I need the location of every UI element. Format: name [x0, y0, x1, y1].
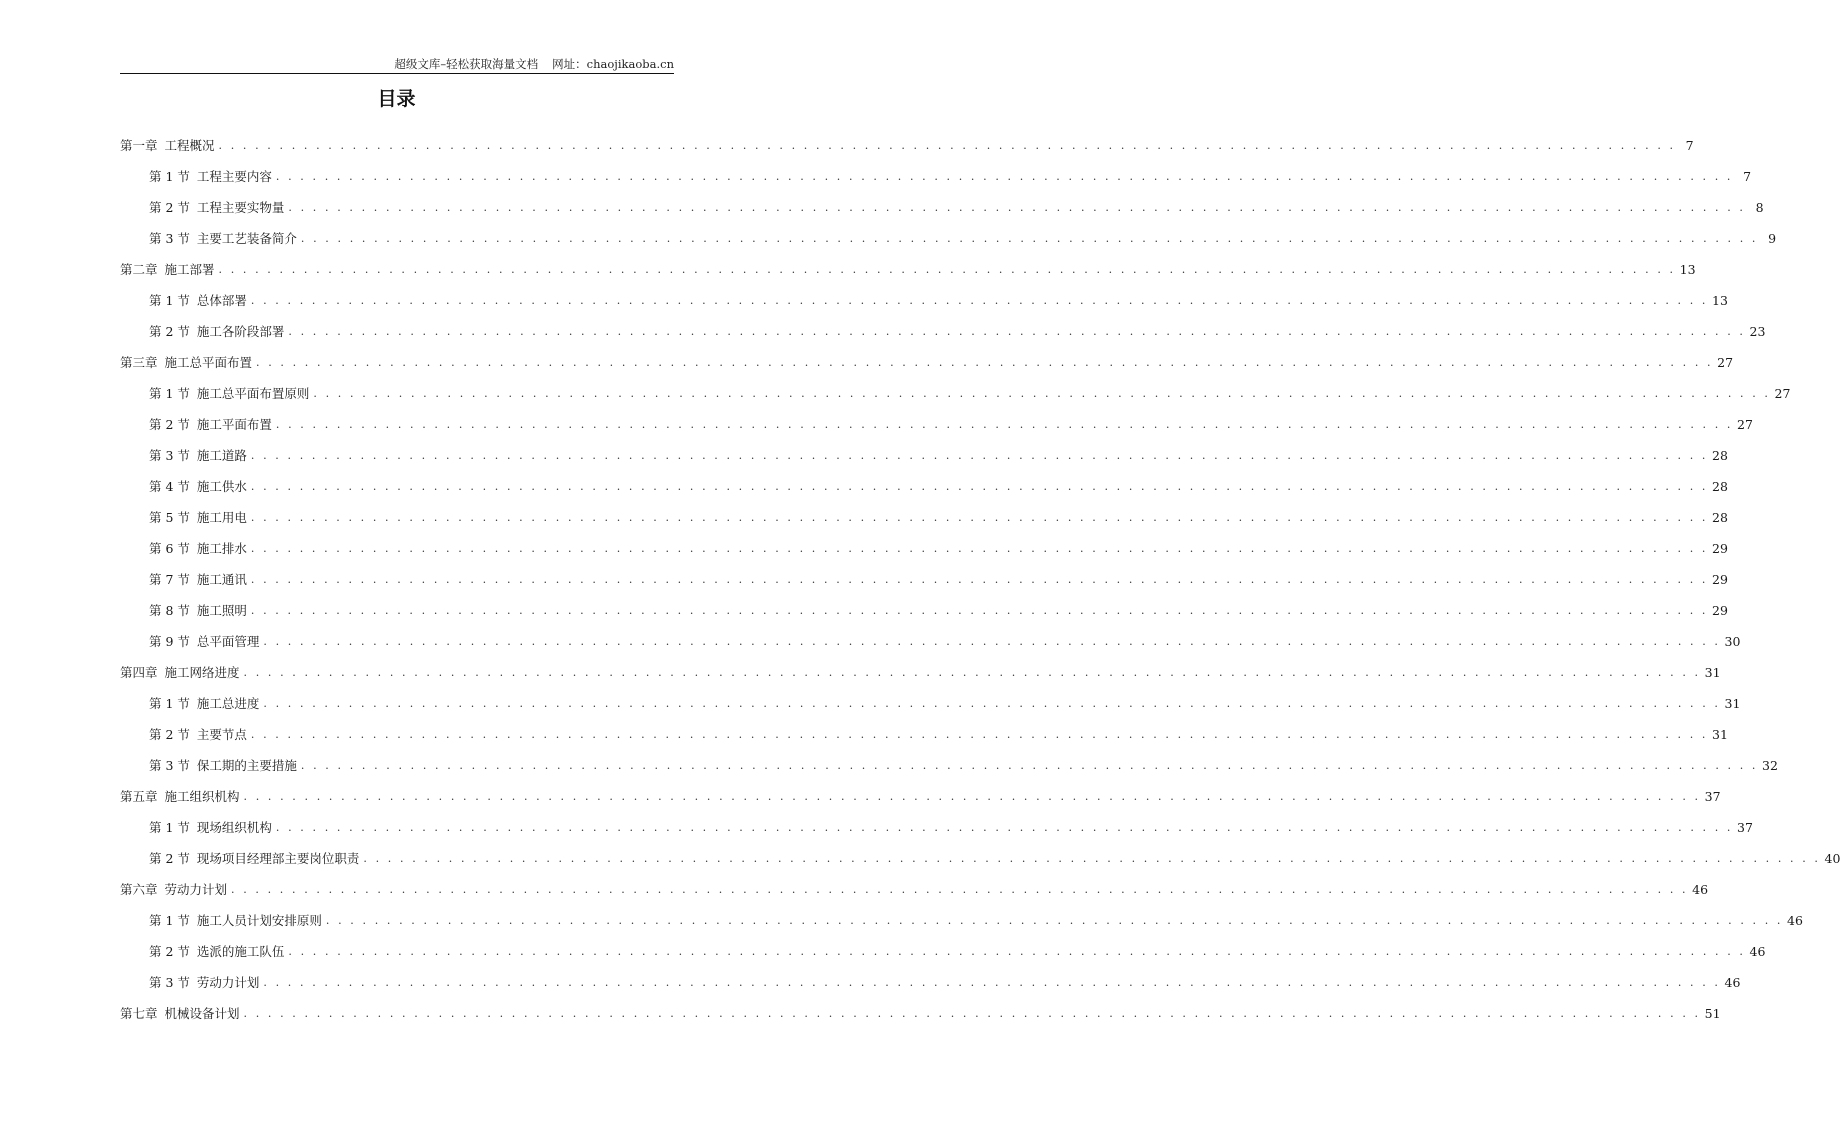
toc-entry-number: 第 2 节	[149, 324, 190, 339]
toc-page-number: 30	[1724, 634, 1741, 649]
toc-entry-heading	[149, 541, 247, 557]
toc-page-number: 27	[1737, 417, 1753, 432]
table-of-contents	[120, 123, 1840, 1022]
toc-entry-heading	[149, 944, 284, 960]
header-site-url: 网址：chaojikaoba.cn	[552, 57, 674, 71]
toc-section-entry[interactable]	[120, 278, 1728, 309]
toc-entry-number: 第 8 节	[149, 603, 190, 618]
toc-entry-number: 第 2 节	[149, 200, 190, 215]
toc-section-entry[interactable]	[120, 464, 1728, 495]
toc-chapter-entry[interactable]	[120, 991, 1721, 1022]
toc-entry-number: 第 2 节	[149, 851, 190, 866]
toc-entry-title: 主要工艺装备简介	[196, 231, 297, 246]
toc-entry-heading	[149, 603, 247, 619]
toc-dot-leader: . . . . . . . . . . . . . . . . . . . . . . . . . . . . . . . . . . . . . . . . . . . . . . . . . . . . . . . . . . . . . . . . . . . . . . . . . . . . . . . . . . . . . . . . . . . . . . . . . . . . . . . . . . . . . . . . . . . . . . . .	[250, 480, 1709, 493]
toc-page-number: 31	[1724, 696, 1741, 711]
toc-entry-number: 第 3 节	[149, 448, 190, 463]
toc-page-number: 37	[1704, 789, 1721, 804]
toc-entry-title: 施工组织机构	[164, 789, 240, 804]
page-header	[120, 56, 674, 74]
toc-entry-heading	[149, 820, 272, 836]
toc-entry-number: 第 1 节	[149, 696, 190, 711]
toc-entry-heading	[120, 882, 227, 898]
toc-entry-title: 施工总平面布置	[164, 355, 253, 370]
toc-entry-number: 第 9 节	[149, 634, 190, 649]
toc-entry-title: 工程主要实物量	[196, 200, 285, 215]
toc-entry-title: 施工人员计划安排原则	[196, 913, 322, 928]
toc-entry-number: 第 6 节	[149, 541, 190, 556]
toc-entry-number: 第 2 节	[149, 727, 190, 742]
toc-dot-leader: . . . . . . . . . . . . . . . . . . . . . . . . . . . . . . . . . . . . . . . . . . . . . . . . . . . . . . . . . . . . . . . . . . . . . . . . . . . . . . . . . . . . . . . . . . . . . . . . . . . . . . . . . . . . . . . . . . . . . . . .	[263, 697, 1721, 710]
toc-entry-heading	[149, 727, 247, 743]
toc-page-number: 46	[1692, 882, 1709, 897]
toc-entry-number: 第 1 节	[149, 820, 190, 835]
toc-entry-title: 施工平面布置	[196, 417, 272, 432]
toc-dot-leader: . . . . . . . . . . . . . . . . . . . . . . . . . . . . . . . . . . . . . . . . . . . . . . . . . . . . . . . . . . . . . . . . . . . . . . . . . . . . . . . . . . . . . . . . . . . . . . . . . . . . . . . . . . . . . . . . . . . . . . . .	[250, 542, 1709, 555]
toc-page-number: 28	[1712, 479, 1728, 494]
toc-chapter-entry[interactable]	[120, 867, 1709, 898]
toc-entry-title: 施工总平面布置原则	[196, 386, 310, 401]
toc-entry-title: 施工总进度	[196, 696, 260, 711]
toc-page-number: 27	[1717, 355, 1734, 370]
toc-entry-number: 第五章	[120, 789, 158, 804]
toc-entry-title: 施工用电	[196, 510, 247, 525]
toc-entry-title: 总体部署	[196, 293, 247, 308]
toc-entry-heading	[149, 417, 272, 433]
toc-dot-leader: . . . . . . . . . . . . . . . . . . . . . . . . . . . . . . . . . . . . . . . . . . . . . . . . . . . . . . . . . . . . . . . . . . . . . . . . . . . . . . . . . . . . . . . . . . . . . . . . . . . . . . . . . . . . . . . . . . . . . . . .	[300, 232, 1759, 245]
toc-dot-leader: . . . . . . . . . . . . . . . . . . . . . . . . . . . . . . . . . . . . . . . . . . . . . . . . . . . . . . . . . . . . . . . . . . . . . . . . . . . . . . . . . . . . . . . . . . . . . . . . . . . . . . . . . . . . . . . . . . . . . . . .	[275, 170, 1734, 183]
toc-entry-number: 第 4 节	[149, 479, 190, 494]
toc-dot-leader: . . . . . . . . . . . . . . . . . . . . . . . . . . . . . . . . . . . . . . . . . . . . . . . . . . . . . . . . . . . . . . . . . . . . . . . . . . . . . . . . . . . . . . . . . . . . . . . . . . . . . . . . . . . . . . . . . . . . . . . .	[250, 573, 1709, 586]
toc-entry-number: 第 3 节	[149, 231, 190, 246]
toc-page-number: 31	[1704, 665, 1721, 680]
toc-entry-title: 现场组织机构	[196, 820, 272, 835]
toc-entry-title: 总平面管理	[196, 634, 260, 649]
toc-entry-heading	[120, 789, 240, 805]
toc-dot-leader: . . . . . . . . . . . . . . . . . . . . . . . . . . . . . . . . . . . . . . . . . . . . . . . . . . . . . . . . . . . . . . . . . . . . . . . . . . . . . . . . . . . . . . . . . . . . . . . . . . . . . . . . . . . . . . . . . . . . . . . .	[275, 418, 1734, 431]
toc-chapter-entry[interactable]	[120, 247, 1696, 278]
toc-page-number: 27	[1774, 386, 1791, 401]
toc-page-number: 31	[1712, 727, 1728, 742]
toc-dot-leader: . . . . . . . . . . . . . . . . . . . . . . . . . . . . . . . . . . . . . . . . . . . . . . . . . . . . . . . . . . . . . . . . . . . . . . . . . . . . . . . . . . . . . . . . . . . . . . . . . . . . . . . . . . . . . . . . . . . . . . . .	[263, 635, 1721, 648]
toc-section-entry[interactable]	[120, 805, 1753, 836]
toc-entry-title: 主要节点	[196, 727, 247, 742]
toc-section-entry[interactable]	[120, 929, 1766, 960]
toc-entry-heading	[149, 324, 284, 340]
header-site-slogan: 超级文库–轻松获取海量文档	[394, 57, 539, 71]
header-divider	[120, 73, 674, 74]
toc-entry-heading	[149, 913, 322, 929]
toc-entry-title: 施工网络进度	[164, 665, 240, 680]
toc-entry-heading	[149, 293, 247, 309]
toc-entry-title: 施工排水	[196, 541, 247, 556]
toc-entry-number: 第 3 节	[149, 975, 190, 990]
toc-page-number: 23	[1749, 324, 1766, 339]
toc-dot-leader: . . . . . . . . . . . . . . . . . . . . . . . . . . . . . . . . . . . . . . . . . . . . . . . . . . . . . . . . . . . . . . . . . . . . . . . . . . . . . . . . . . . . . . . . . . . . . . . . . . . . . . . . . . . . . . . . . . . . . . . .	[218, 139, 1676, 152]
toc-page-number: 28	[1712, 448, 1728, 463]
toc-dot-leader: . . . . . . . . . . . . . . . . . . . . . . . . . . . . . . . . . . . . . . . . . . . . . . . . . . . . . . . . . . . . . . . . . . . . . . . . . . . . . . . . . . . . . . . . . . . . . . . . . . . . . . . . . . . . . . . . . . . . . . . .	[256, 356, 1714, 369]
toc-chapter-entry[interactable]	[120, 774, 1721, 805]
toc-section-entry[interactable]	[120, 681, 1741, 712]
toc-entry-number: 第四章	[120, 665, 158, 680]
toc-page-number: 8	[1755, 200, 1764, 215]
toc-entry-number: 第 3 节	[149, 758, 190, 773]
toc-page-number: 46	[1749, 944, 1766, 959]
toc-chapter-entry[interactable]	[120, 340, 1734, 371]
toc-dot-leader: . . . . . . . . . . . . . . . . . . . . . . . . . . . . . . . . . . . . . . . . . . . . . . . . . . . . . . . . . . . . . . . . . . . . . . . . . . . . . . . . . . . . . . . . . . . . . . . . . . . . . . . . . . . . . . . . . . . . . . . .	[288, 201, 1746, 214]
toc-entry-title: 施工部署	[164, 262, 215, 277]
toc-section-entry[interactable]	[120, 557, 1728, 588]
toc-entry-heading	[120, 262, 215, 278]
toc-entry-heading	[149, 448, 247, 464]
toc-dot-leader: . . . . . . . . . . . . . . . . . . . . . . . . . . . . . . . . . . . . . . . . . . . . . . . . . . . . . . . . . . . . . . . . . . . . . . . . . . . . . . . . . . . . . . . . . . . . . . . . . . . . . . . . . . . . . . . . . . . . . . . .	[218, 263, 1676, 276]
toc-entry-heading	[149, 572, 247, 588]
toc-page-number: 29	[1712, 603, 1728, 618]
toc-entry-title: 保工期的主要措施	[196, 758, 297, 773]
toc-page-number: 9	[1768, 231, 1777, 246]
toc-entry-title: 施工通讯	[196, 572, 247, 587]
toc-entry-number: 第 7 节	[149, 572, 190, 587]
toc-dot-leader: . . . . . . . . . . . . . . . . . . . . . . . . . . . . . . . . . . . . . . . . . . . . . . . . . . . . . . . . . . . . . . . . . . . . . . . . . . . . . . . . . . . . . . . . . . . . . . . . . . . . . . . . . . . . . . . . . . . . . . . .	[363, 852, 1821, 865]
toc-dot-leader: . . . . . . . . . . . . . . . . . . . . . . . . . . . . . . . . . . . . . . . . . . . . . . . . . . . . . . . . . . . . . . . . . . . . . . . . . . . . . . . . . . . . . . . . . . . . . . . . . . . . . . . . . . . . . . . . . . . . . . . .	[325, 914, 1784, 927]
toc-section-entry[interactable]	[120, 836, 1840, 867]
toc-section-entry[interactable]	[120, 185, 1764, 216]
toc-entry-number: 第 2 节	[149, 944, 190, 959]
toc-section-entry[interactable]	[120, 216, 1777, 247]
toc-entry-number: 第 1 节	[149, 386, 190, 401]
toc-dot-leader: . . . . . . . . . . . . . . . . . . . . . . . . . . . . . . . . . . . . . . . . . . . . . . . . . . . . . . . . . . . . . . . . . . . . . . . . . . . . . . . . . . . . . . . . . . . . . . . . . . . . . . . . . . . . . . . . . . . . . . . .	[250, 728, 1709, 741]
toc-page-number: 7	[1743, 169, 1752, 184]
toc-section-entry[interactable]	[120, 433, 1728, 464]
toc-entry-heading	[149, 231, 297, 247]
toc-dot-leader: . . . . . . . . . . . . . . . . . . . . . . . . . . . . . . . . . . . . . . . . . . . . . . . . . . . . . . . . . . . . . . . . . . . . . . . . . . . . . . . . . . . . . . . . . . . . . . . . . . . . . . . . . . . . . . . . . . . . . . . .	[250, 604, 1709, 617]
toc-dot-leader: . . . . . . . . . . . . . . . . . . . . . . . . . . . . . . . . . . . . . . . . . . . . . . . . . . . . . . . . . . . . . . . . . . . . . . . . . . . . . . . . . . . . . . . . . . . . . . . . . . . . . . . . . . . . . . . . . . . . . . . .	[243, 790, 1701, 803]
toc-section-entry[interactable]	[120, 526, 1728, 557]
toc-page-number: 46	[1787, 913, 1803, 928]
toc-page-number: 13	[1679, 262, 1696, 277]
toc-entry-number: 第三章	[120, 355, 158, 370]
toc-section-entry[interactable]	[120, 154, 1752, 185]
page-title: 目录	[377, 88, 416, 110]
toc-entry-heading	[149, 758, 297, 774]
toc-entry-title: 现场项目经理部主要岗位职责	[196, 851, 360, 866]
toc-page-number: 37	[1737, 820, 1753, 835]
toc-entry-title: 工程概况	[164, 138, 215, 153]
toc-dot-leader: . . . . . . . . . . . . . . . . . . . . . . . . . . . . . . . . . . . . . . . . . . . . . . . . . . . . . . . . . . . . . . . . . . . . . . . . . . . . . . . . . . . . . . . . . . . . . . . . . . . . . . . . . . . . . . . . . . . . . . . .	[243, 666, 1701, 679]
toc-entry-number: 第六章	[120, 882, 158, 897]
toc-entry-number: 第 1 节	[149, 913, 190, 928]
toc-entry-heading	[149, 386, 309, 402]
toc-section-entry[interactable]	[120, 309, 1766, 340]
toc-entry-heading	[149, 634, 259, 650]
toc-section-entry[interactable]	[120, 743, 1778, 774]
toc-entry-title: 选派的施工队伍	[196, 944, 285, 959]
toc-entry-number: 第 1 节	[149, 293, 190, 308]
toc-entry-heading	[120, 138, 215, 154]
toc-entry-heading	[149, 696, 259, 712]
toc-chapter-entry[interactable]	[120, 650, 1721, 681]
toc-page-number: 32	[1762, 758, 1778, 773]
toc-entry-heading	[149, 200, 284, 216]
toc-dot-leader: . . . . . . . . . . . . . . . . . . . . . . . . . . . . . . . . . . . . . . . . . . . . . . . . . . . . . . . . . . . . . . . . . . . . . . . . . . . . . . . . . . . . . . . . . . . . . . . . . . . . . . . . . . . . . . . . . . . . . . . .	[250, 511, 1709, 524]
toc-dot-leader: . . . . . . . . . . . . . . . . . . . . . . . . . . . . . . . . . . . . . . . . . . . . . . . . . . . . . . . . . . . . . . . . . . . . . . . . . . . . . . . . . . . . . . . . . . . . . . . . . . . . . . . . . . . . . . . . . . . . . . . .	[300, 759, 1759, 772]
toc-entry-title: 施工道路	[196, 448, 247, 463]
toc-entry-heading	[120, 355, 252, 371]
toc-section-entry[interactable]	[120, 588, 1728, 619]
toc-entry-heading	[120, 665, 240, 681]
toc-entry-title: 劳动力计划	[196, 975, 260, 990]
toc-entry-number: 第 1 节	[149, 169, 190, 184]
toc-section-entry[interactable]	[120, 960, 1741, 991]
toc-entry-title: 劳动力计划	[164, 882, 228, 897]
toc-page-number: 51	[1704, 1006, 1721, 1021]
toc-dot-leader: . . . . . . . . . . . . . . . . . . . . . . . . . . . . . . . . . . . . . . . . . . . . . . . . . . . . . . . . . . . . . . . . . . . . . . . . . . . . . . . . . . . . . . . . . . . . . . . . . . . . . . . . . . . . . . . . . . . . . . . .	[231, 883, 1689, 896]
toc-dot-leader: . . . . . . . . . . . . . . . . . . . . . . . . . . . . . . . . . . . . . . . . . . . . . . . . . . . . . . . . . . . . . . . . . . . . . . . . . . . . . . . . . . . . . . . . . . . . . . . . . . . . . . . . . . . . . . . . . . . . . . . .	[275, 821, 1734, 834]
toc-dot-leader: . . . . . . . . . . . . . . . . . . . . . . . . . . . . . . . . . . . . . . . . . . . . . . . . . . . . . . . . . . . . . . . . . . . . . . . . . . . . . . . . . . . . . . . . . . . . . . . . . . . . . . . . . . . . . . . . . . . . . . . .	[250, 294, 1709, 307]
toc-dot-leader: . . . . . . . . . . . . . . . . . . . . . . . . . . . . . . . . . . . . . . . . . . . . . . . . . . . . . . . . . . . . . . . . . . . . . . . . . . . . . . . . . . . . . . . . . . . . . . . . . . . . . . . . . . . . . . . . . . . . . . . .	[243, 1007, 1701, 1020]
toc-page-number: 13	[1712, 293, 1728, 308]
toc-entry-title: 工程主要内容	[196, 169, 272, 184]
toc-dot-leader: . . . . . . . . . . . . . . . . . . . . . . . . . . . . . . . . . . . . . . . . . . . . . . . . . . . . . . . . . . . . . . . . . . . . . . . . . . . . . . . . . . . . . . . . . . . . . . . . . . . . . . . . . . . . . . . . . . . . . . . .	[288, 945, 1746, 958]
toc-page-number: 7	[1685, 138, 1694, 153]
toc-entry-number: 第 2 节	[149, 417, 190, 432]
toc-page-number: 40	[1824, 851, 1840, 866]
toc-page-number: 29	[1712, 572, 1728, 587]
toc-section-entry[interactable]	[120, 712, 1728, 743]
toc-dot-leader: . . . . . . . . . . . . . . . . . . . . . . . . . . . . . . . . . . . . . . . . . . . . . . . . . . . . . . . . . . . . . . . . . . . . . . . . . . . . . . . . . . . . . . . . . . . . . . . . . . . . . . . . . . . . . . . . . . . . . . . .	[313, 387, 1771, 400]
toc-dot-leader: . . . . . . . . . . . . . . . . . . . . . . . . . . . . . . . . . . . . . . . . . . . . . . . . . . . . . . . . . . . . . . . . . . . . . . . . . . . . . . . . . . . . . . . . . . . . . . . . . . . . . . . . . . . . . . . . . . . . . . . .	[288, 325, 1746, 338]
toc-dot-leader: . . . . . . . . . . . . . . . . . . . . . . . . . . . . . . . . . . . . . . . . . . . . . . . . . . . . . . . . . . . . . . . . . . . . . . . . . . . . . . . . . . . . . . . . . . . . . . . . . . . . . . . . . . . . . . . . . . . . . . . .	[250, 449, 1709, 462]
toc-entry-heading	[149, 510, 247, 526]
toc-entry-number: 第二章	[120, 262, 158, 277]
toc-section-entry[interactable]	[120, 495, 1728, 526]
toc-entry-heading	[120, 1006, 240, 1022]
toc-chapter-entry[interactable]	[120, 123, 1694, 154]
toc-section-entry[interactable]	[120, 402, 1753, 433]
toc-entry-number: 第 5 节	[149, 510, 190, 525]
toc-section-entry[interactable]	[120, 371, 1791, 402]
toc-section-entry[interactable]	[120, 619, 1741, 650]
toc-entry-title: 机械设备计划	[164, 1006, 240, 1021]
toc-section-entry[interactable]	[120, 898, 1803, 929]
toc-entry-number: 第七章	[120, 1006, 158, 1021]
toc-entry-title: 施工供水	[196, 479, 247, 494]
toc-page-number: 46	[1724, 975, 1741, 990]
toc-entry-heading	[149, 169, 272, 185]
toc-entry-number: 第一章	[120, 138, 158, 153]
toc-entry-title: 施工各阶段部署	[196, 324, 285, 339]
toc-entry-heading	[149, 479, 247, 495]
toc-page-number: 29	[1712, 541, 1728, 556]
toc-entry-title: 施工照明	[196, 603, 247, 618]
toc-entry-heading	[149, 975, 259, 991]
toc-entry-heading	[149, 851, 359, 867]
toc-dot-leader: . . . . . . . . . . . . . . . . . . . . . . . . . . . . . . . . . . . . . . . . . . . . . . . . . . . . . . . . . . . . . . . . . . . . . . . . . . . . . . . . . . . . . . . . . . . . . . . . . . . . . . . . . . . . . . . . . . . . . . . .	[263, 976, 1721, 989]
toc-page-number: 28	[1712, 510, 1728, 525]
